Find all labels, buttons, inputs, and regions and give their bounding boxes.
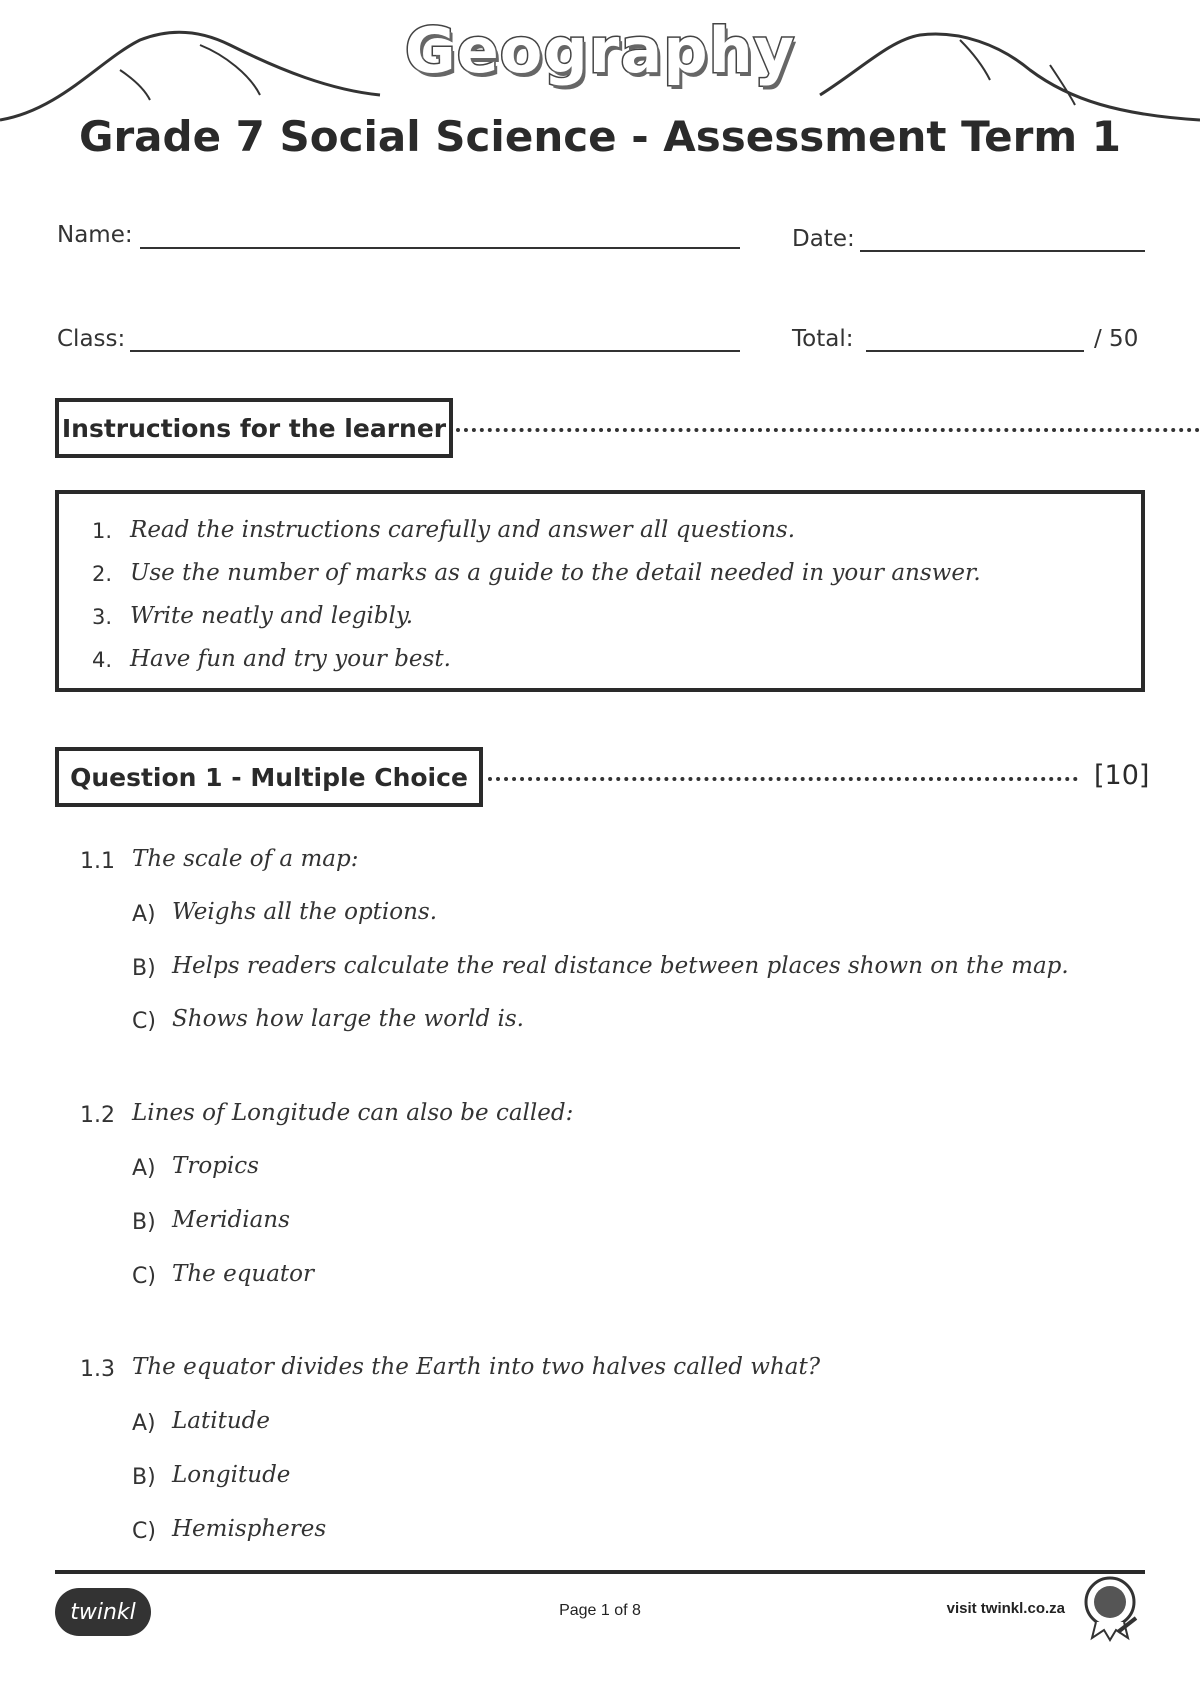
option-text[interactable]: Helps readers calculate the real distance between places shown on the map.	[172, 953, 1069, 979]
page-number: Page 1 of 8	[559, 1602, 641, 1619]
instructions-dotted-rule	[456, 428, 1200, 432]
option-letter: C)	[132, 1009, 156, 1034]
question-text: The scale of a map:	[132, 846, 359, 872]
option-text[interactable]: Weighs all the options.	[172, 899, 438, 925]
option-letter: A)	[132, 902, 156, 927]
total-label: Total:	[792, 326, 854, 352]
instruction-item: Have fun and try your best.	[130, 646, 451, 672]
date-label: Date:	[792, 226, 855, 252]
instruction-item: Use the number of marks as a guide to the detail needed in your answer.	[130, 560, 981, 586]
date-field[interactable]	[860, 250, 1145, 252]
option-text[interactable]: Latitude	[172, 1408, 270, 1434]
option-letter: A)	[132, 1411, 156, 1436]
visit-link[interactable]: visit twinkl.co.za	[946, 1600, 1065, 1617]
option-text[interactable]: Meridians	[172, 1207, 290, 1233]
question-number: 1.1	[80, 849, 115, 874]
instruction-number: 1.	[92, 519, 113, 543]
question-number: 1.2	[80, 1103, 115, 1128]
option-letter: C)	[132, 1264, 156, 1289]
total-field[interactable]	[866, 350, 1084, 352]
option-letter: C)	[132, 1519, 156, 1544]
quality-badge-icon	[1078, 1574, 1146, 1642]
page-title: Grade 7 Social Science - Assessment Term 1	[78, 112, 1121, 161]
option-text[interactable]: Longitude	[172, 1462, 291, 1488]
question-1-dotted-rule	[488, 777, 1078, 781]
question-1-heading: Question 1 - Multiple Choice	[55, 747, 483, 807]
option-letter: B)	[132, 1465, 156, 1490]
instruction-number: 3.	[92, 605, 113, 629]
total-suffix: / 50	[1094, 326, 1139, 352]
question-number: 1.3	[80, 1357, 115, 1382]
instructions-heading: Instructions for the learner	[55, 398, 453, 458]
option-text[interactable]: Hemispheres	[172, 1516, 327, 1542]
class-field[interactable]	[130, 350, 740, 352]
twinkl-logo[interactable]: twinkl	[55, 1588, 151, 1636]
instruction-number: 4.	[92, 648, 113, 672]
name-field[interactable]	[140, 247, 740, 249]
option-text[interactable]: The equator	[172, 1261, 315, 1287]
question-text: The equator divides the Earth into two halves called what?	[132, 1354, 821, 1380]
option-letter: B)	[132, 1210, 156, 1235]
option-letter: A)	[132, 1156, 156, 1181]
instruction-item: Write neatly and legibly.	[130, 603, 414, 629]
question-text: Lines of Longitude can also be called:	[132, 1100, 574, 1126]
option-text[interactable]: Shows how large the world is.	[172, 1006, 524, 1032]
instruction-item: Read the instructions carefully and answer all questions.	[130, 517, 796, 543]
option-letter: B)	[132, 956, 156, 981]
footer-rule	[55, 1570, 1145, 1574]
class-label: Class:	[57, 326, 126, 352]
instruction-number: 2.	[92, 562, 113, 586]
name-label: Name:	[57, 222, 133, 248]
question-1-marks: [10]	[1094, 760, 1150, 791]
option-text[interactable]: Tropics	[172, 1153, 259, 1179]
subject-title: Geography	[404, 14, 796, 87]
